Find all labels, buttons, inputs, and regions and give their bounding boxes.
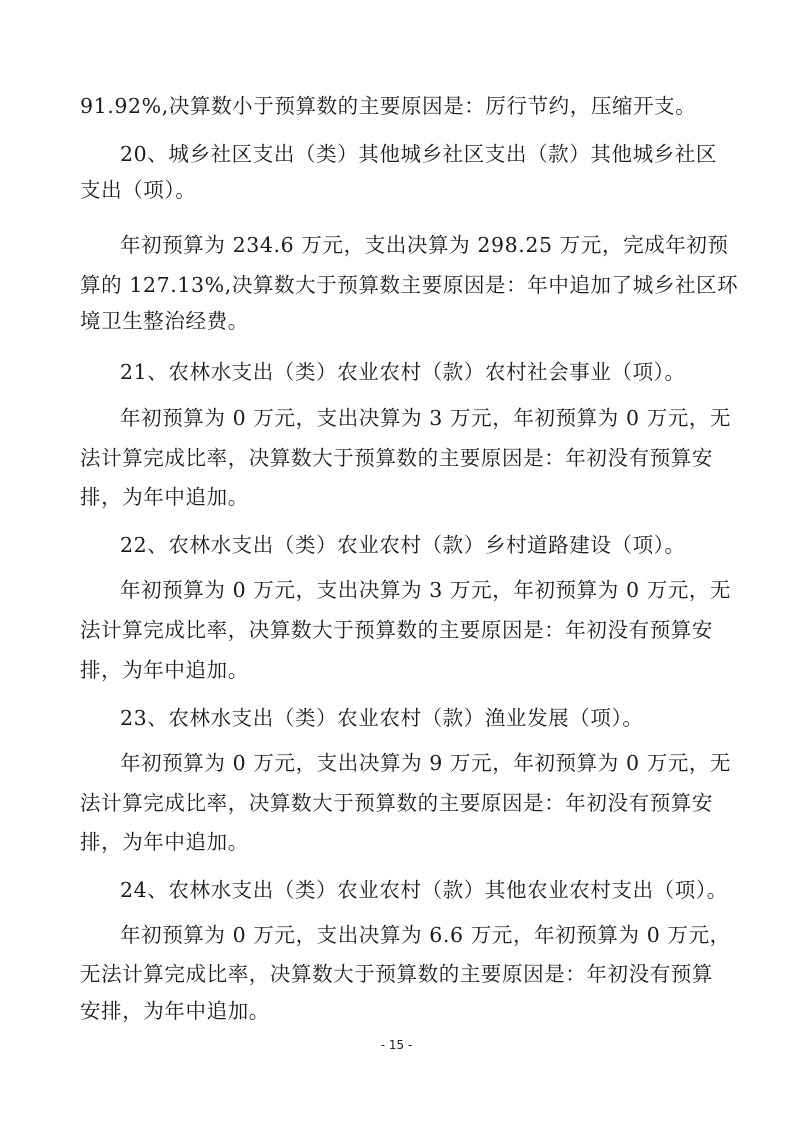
section-heading-24: 24、农林水支出（类）农业农村（款）其他农业农村支出（项）。	[120, 878, 728, 902]
section-heading-21: 21、农林水支出（类）农业农村（款）农村社会事业（项）。	[120, 360, 686, 384]
paragraph-line: 年初预算为 0 万元，支出决算为 3 万元，年初预算为 0 万元，无	[120, 406, 732, 430]
paragraph-line: 安排，为年中追加。	[80, 999, 270, 1023]
paragraph-line: 91.92%,决算数小于预算数的主要原因是：厉行节约，压缩开支。	[80, 94, 697, 118]
paragraph-line: 境卫生整治经费。	[80, 309, 249, 333]
paragraph-line: 排，为年中追加。	[80, 658, 249, 682]
paragraph-line: 排，为年中追加。	[80, 485, 249, 509]
page-number: - 15 -	[380, 1038, 413, 1052]
paragraph-line: 年初预算为 0 万元，支出决算为 9 万元，年初预算为 0 万元，无	[120, 751, 732, 775]
paragraph-line: 排，为年中追加。	[80, 830, 249, 854]
paragraph-line: 无法计算完成比率，决算数大于预算数的主要原因是：年初没有预算	[80, 962, 713, 986]
paragraph-line: 法计算完成比率，决算数大于预算数的主要原因是：年初没有预算安	[80, 446, 713, 470]
section-heading-23: 23、农林水支出（类）农业农村（款）渔业发展（项）。	[120, 706, 644, 730]
paragraph-line: 法计算完成比率，决算数大于预算数的主要原因是：年初没有预算安	[80, 791, 713, 815]
paragraph-line: 年初预算为 0 万元，支出决算为 3 万元，年初预算为 0 万元，无	[120, 578, 732, 602]
paragraph-line: 法计算完成比率，决算数大于预算数的主要原因是：年初没有预算安	[80, 618, 713, 642]
paragraph-line: 年初预算为 0 万元，支出决算为 6.6 万元，年初预算为 0 万元，	[120, 923, 731, 947]
section-heading-20-cont: 支出（项）。	[80, 178, 197, 202]
paragraph-line: 算的 127.13%,决算数大于预算数主要原因是：年中追加了城乡社区环	[80, 273, 739, 297]
paragraph-line: 年初预算为 234.6 万元，支出决算为 298.25 万元，完成年初预	[120, 233, 729, 257]
section-heading-20: 20、城乡社区支出（类）其他城乡社区支出（款）其他城乡社区	[120, 142, 717, 166]
section-heading-22: 22、农林水支出（类）农业农村（款）乡村道路建设（项）。	[120, 533, 686, 557]
